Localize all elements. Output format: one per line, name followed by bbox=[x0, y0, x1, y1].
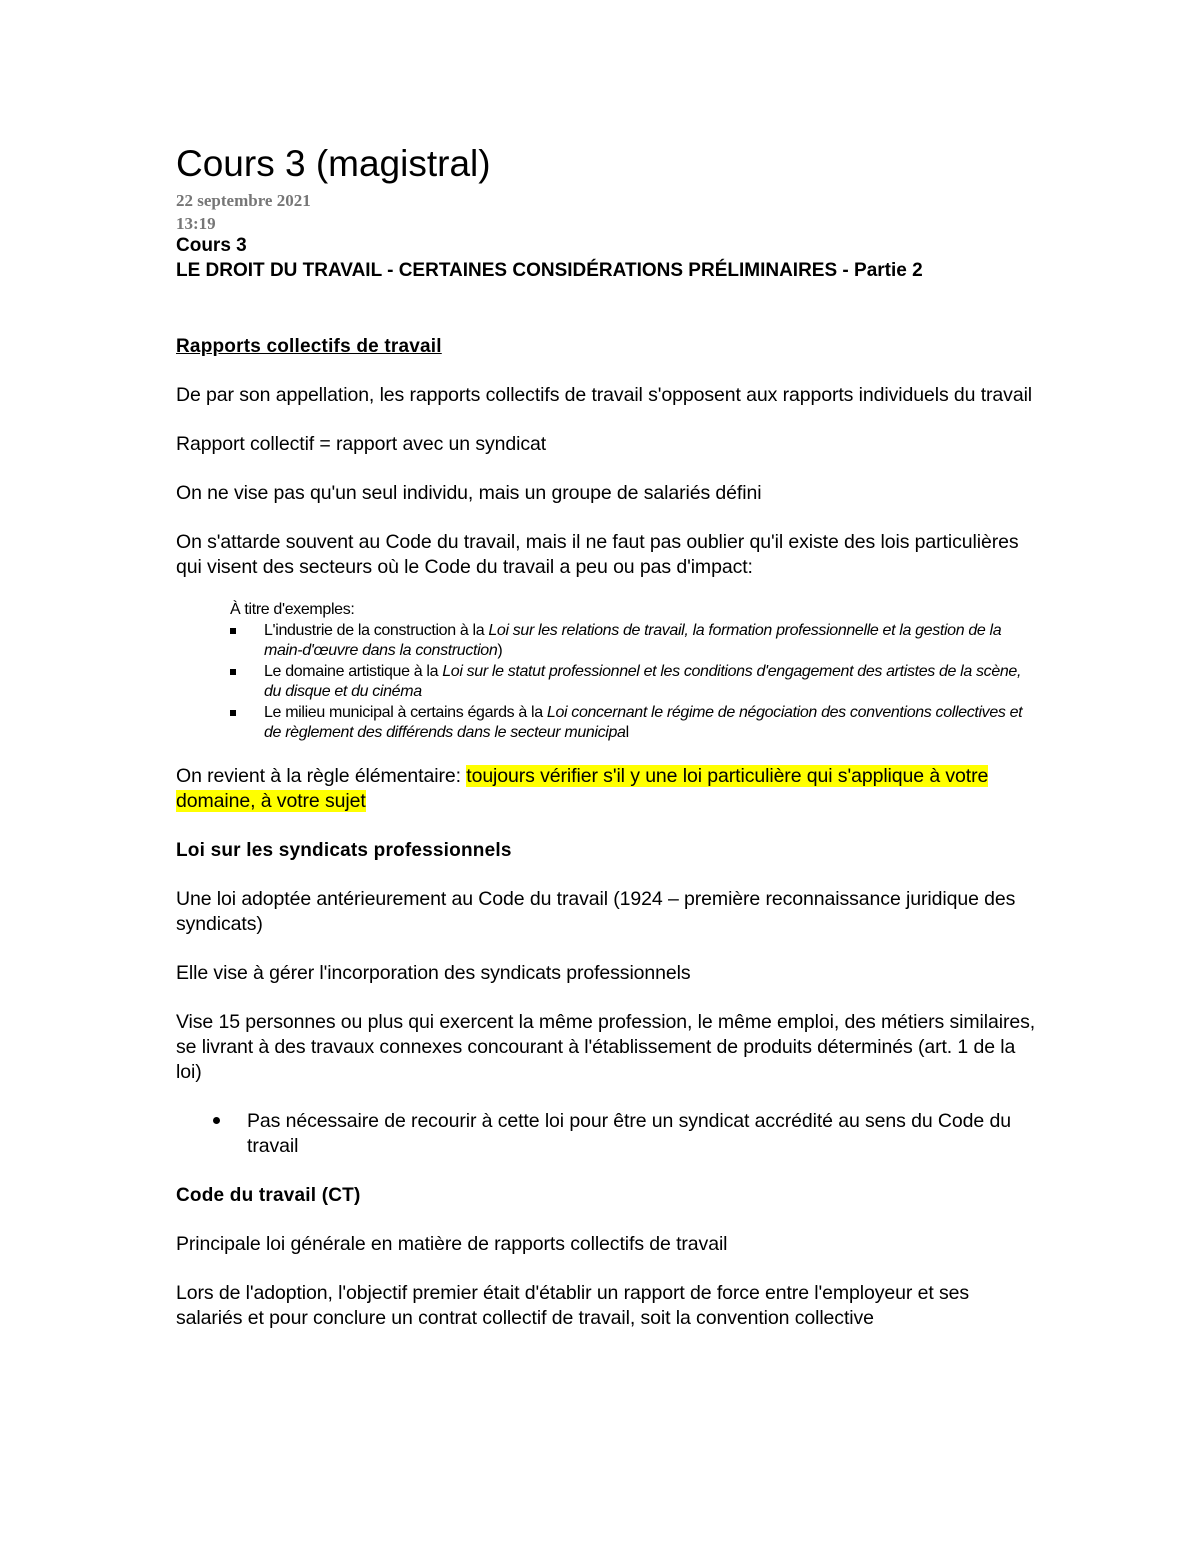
law-title: Loi sur le statut professionnel et les conditions d'engagement des artistes de la scène, du disque et du cinéma bbox=[264, 662, 1022, 700]
page-title: Cours 3 (magistral) bbox=[176, 143, 491, 184]
paragraph: Lors de l'adoption, l'objectif premier était d'établir un rapport de force entre l'employeur et ses salariés et pour conclure un contrat collectif de travail, soit la convention collective bbox=[176, 1281, 970, 1329]
law-title: Loi sur les relations de travail, la formation professionnelle et la gestion de la main-d'œuvre dans la construction bbox=[264, 621, 1002, 659]
bullet-list bbox=[176, 1109, 1036, 1159]
list-item: L'industrie de la construction à la Loi sur les relations de travail, la formation professionnelle et la gestion de la main-d'œuvre dans la construction) bbox=[247, 621, 1036, 662]
note-content bbox=[176, 138, 1036, 1331]
list-item: Pas nécessaire de recourir à cette loi pour être un syndicat accrédité au sens du Code du travail bbox=[247, 1109, 1036, 1159]
round-bullet-icon bbox=[213, 1117, 220, 1124]
law-title: Loi concernant le régime de négociation des conventions collectives et de règlement des différends dans le secteur municipa bbox=[264, 703, 1023, 741]
examples-block bbox=[230, 600, 1036, 744]
square-bullet-icon bbox=[230, 710, 236, 716]
highlighted-text: toujours vérifier s'il y une loi particulière qui s'applique à votre domaine, à votre sujet bbox=[176, 764, 989, 812]
paragraph: Rapport collectif = rapport avec un syndicat bbox=[176, 433, 547, 455]
note-time: 13:19 bbox=[176, 214, 216, 233]
section-heading-code-du-travail: Code du travail (CT) bbox=[176, 1184, 361, 1206]
paragraph: De par son appellation, les rapports collectifs de travail s'opposent aux rapports individuels du travail bbox=[176, 384, 1033, 406]
section-heading-syndicats-professionnels: Loi sur les syndicats professionnels bbox=[176, 839, 512, 861]
rule-paragraph: On revient à la règle élémentaire: toujours vérifier s'il y une loi particulière qui s'applique à votre domaine, à votre sujet bbox=[176, 764, 989, 812]
section-heading-rapports-collectifs: Rapports collectifs de travail bbox=[176, 336, 442, 357]
examples-intro: À titre d'exemples: bbox=[230, 601, 355, 618]
square-bullet-icon bbox=[230, 628, 236, 634]
paragraph: Elle vise à gérer l'incorporation des syndicats professionnels bbox=[176, 961, 691, 984]
paragraph: Vise 15 personnes ou plus qui exercent la même profession, le même emploi, des métiers similaires, se livrant à des travaux connexes concourant à l'établissement de produits déterminés (art. 1 de la loi) bbox=[176, 1010, 1036, 1083]
square-bullet-icon bbox=[230, 669, 236, 675]
course-subtitle: LE DROIT DU TRAVAIL - CERTAINES CONSIDÉRATIONS PRÉLIMINAIRES - Partie 2 bbox=[176, 260, 923, 281]
note-date: 22 septembre 2021 bbox=[176, 191, 311, 210]
paragraph: On ne vise pas qu'un seul individu, mais un groupe de salariés défini bbox=[176, 482, 762, 504]
course-label: Cours 3 bbox=[176, 235, 247, 256]
paragraph: Une loi adoptée antérieurement au Code du travail (1924 – première reconnaissance juridique des syndicats) bbox=[176, 887, 1016, 935]
examples-list bbox=[230, 621, 1036, 744]
list-item: Le domaine artistique à la Loi sur le statut professionnel et les conditions d'engagement des artistes de la scène, du disque et du cinéma bbox=[247, 662, 1036, 703]
list-item: Le milieu municipal à certains égards à la Loi concernant le régime de négociation des conventions collectives et de règlement des différends dans le secteur municipal bbox=[247, 703, 1036, 744]
paragraph: Principale loi générale en matière de rapports collectifs de travail bbox=[176, 1232, 728, 1255]
paragraph: On s'attarde souvent au Code du travail, mais il ne faut pas oublier qu'il existe des lois particulières qui visent des secteurs où le Code du travail a peu ou pas d'impact: bbox=[176, 531, 1019, 578]
